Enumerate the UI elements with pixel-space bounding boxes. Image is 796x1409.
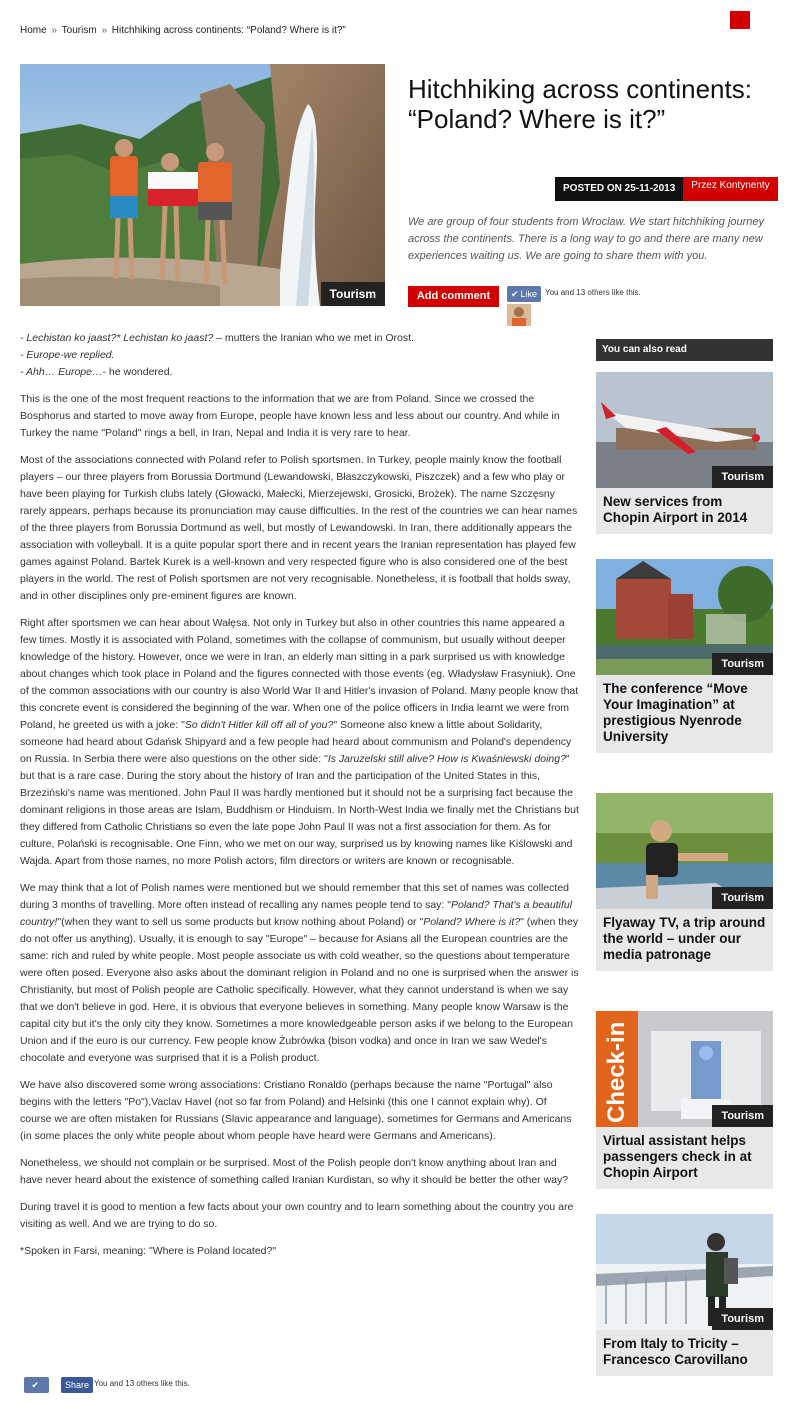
avatar-photo: [507, 304, 531, 326]
article-paragraph: We may think that a lot of Polish names were mentioned but we should remember that this set of names was collected during 3 months of travelling. More often instead of recalling any names people tend to say: "Poland? That's a beautiful country!"(when they want to sell us some products but know nothing about Poland) or "Poland? Where is it?" (when they do not offer us anything). Usually, it is enough to say "Europe" – because for Asians all the European countries are the same: rich and ruled by white people. Most people associate us with cold weather, so the questions about temperature were often posed. Everyone also asks about the dominant religion in Poland and no one is surprised when the answer is Christianity, but most of Polish people are Catholic specifically. However, what they cannot understand is when we say that we don't believe in god. Here, it is obvious that everyone believes in something. Many people know Warsaw is the capital city but it's the only city they know. Sometimes a more knowledgeable person asks if we belong to the European Union and if the euro is our currency. Few people know Żubrówka (bison vodka) and once in Iran we saw Wedel's chocolate and everyone was surprised that it is a Polish product.: [20, 882, 579, 1064]
thumbs-up-icon: ✔: [511, 289, 519, 299]
category-tag[interactable]: Tourism: [712, 1308, 773, 1330]
card-image[interactable]: [596, 559, 773, 675]
page-title: Hitchhiking across continents: “Poland? Where is it?”: [408, 74, 752, 134]
card-title[interactable]: The conference “Move Your Imagination” at prestigious Nyenrode University: [603, 681, 748, 744]
dialog-line: - Ahh… Europe…- he wondered.: [20, 366, 173, 378]
article-paragraph: This is the one of the most frequent reactions to the information that we are from Poland. Since we crossed the Bosphorus and started to move away from Europe, people have known less and less about our country. And while in Turkey the name "Poland" rings a bell, in Iran, Nepal and India it is very rare to hear.: [20, 393, 560, 439]
like-label: Like: [520, 289, 538, 299]
category-tag[interactable]: Tourism: [712, 1105, 773, 1127]
category-tag[interactable]: Tourism: [712, 887, 773, 909]
author-link[interactable]: Przez Kontynenty: [683, 177, 777, 201]
card-image[interactable]: [596, 793, 773, 909]
category-tag[interactable]: Tourism: [712, 653, 773, 675]
dialog-line: - Lechistan ko jaast?* Lechistan ko jaast? – mutters the Iranian who we met in Orost.: [20, 332, 414, 344]
breadcrumb-separator: »: [51, 25, 58, 36]
facebook-like-button[interactable]: [24, 1377, 49, 1406]
article-lead: We are group of four students from Wroclaw. We start hitchhiking journey across the continents. There is a long way to go and there are many new experiences waiting us. We are going to share them with you.: [408, 216, 765, 262]
hero-image: [20, 64, 385, 306]
thumbs-up-icon: ✔: [31, 1380, 40, 1390]
posted-date: POSTED ON 25-11-2013: [555, 177, 683, 201]
related-sidebar: [596, 339, 773, 1367]
card-image[interactable]: [596, 1011, 773, 1127]
likes-count-text: You and 13 others like this.: [545, 288, 641, 297]
card-image[interactable]: [596, 1214, 773, 1330]
article-paragraph: We have also discovered some wrong associations: Cristiano Ronaldo (perhaps because the name "Portugal" also begins with the letters "Po"),Vaclav Havel (not so far from Poland) and Helsinki (this one I cannot explain why). Of course we are often mistaken for Russians (Slavic appearance and language), sometimes for Germans and Americans (in some places the only white people about whom people have heard were Germans and Americans).: [20, 1079, 572, 1142]
related-card[interactable]: [596, 559, 773, 753]
red-square-icon: [730, 11, 750, 29]
dialog-line: - Europe-we replied.: [20, 349, 115, 361]
breadcrumb-tourism[interactable]: Tourism: [61, 25, 97, 36]
sidebar-heading: You can also read: [596, 339, 773, 361]
category-tag[interactable]: Tourism: [321, 282, 385, 306]
likes-count-text: You and 13 others like this.: [94, 1379, 190, 1388]
avatar[interactable]: [507, 304, 531, 326]
related-card[interactable]: [596, 793, 773, 971]
like-label: Like: [28, 1396, 45, 1406]
breadcrumb: [20, 25, 346, 36]
article-body: [20, 330, 580, 1270]
waterfall-photo: [20, 64, 385, 306]
add-comment-button[interactable]: Add comment: [408, 286, 499, 307]
article-paragraph: Right after sportsmen we can hear about Wałęsa. Not only in Turkey but also in other countries this name appeared a few times. Mostly it is associated with Poland, sometimes with the collapse of communism, but usually without deeper knowledge of the history. However, once we were in Iran, an elderly man sitting in a park surprised us with knowledge about changes which took place in Poland and the figures connected with those events (eg. Władysław Frasyniuk). One of the common associations with our country is also World War II and Hitler's invasion of Poland. Many people know that this concrete event is considered the beginning of the war. When one of the police officers in India learnt we were from Poland, he greeted us with a joke: "So didn't Hitler kill off all of you?" Someone also knew a little about Solidarity, someone had heard about Gdańsk Shipyard and a few people had heard about communism and Poland's dependency on Russia. In Serbia there were also questions on the other side: "Is Jaruzelski still alive? How is Kwaśniewski doing?" but that is a rare case. During the story about the history of Iran and the participation of the United States in this, Brzeziński's name was mentioned. John Paul II was hardly mentioned but it should not be a surprising fact because the dominant religions in those areas are Islam, Buddhism or Hinduism. In North-West India we finally met the Christians but they differed from Catholic Christians so even the late pope John Paul II was not a first association for them. As for culture, Polański is recognisable. One Finn, who we met on our way, surprised us by knowing names like Kiślowski and Wajda. Apart from those names, no more Polish actors, film directors or writers are known or recognisable.: [20, 617, 579, 867]
related-card[interactable]: [596, 1214, 773, 1376]
related-card[interactable]: [596, 1011, 773, 1189]
facebook-share-button[interactable]: Share: [61, 1377, 93, 1393]
post-meta: [555, 177, 778, 201]
related-card[interactable]: [596, 372, 773, 534]
article-paragraph: Most of the associations connected with Poland refer to Polish sportsmen. In Turkey, people mainly know the football players – our three players from Borussia Dortmund (Lewandowski, Błaszczykowski, Piszczek) and a few who play or have been playing for Turkish clubs lately (Głowacki, Małecki, Mierzejewski, Grosicki, Brożek). The name Szczęsny rarely appears, perhaps because its pronunciation may cause difficulties. In the rest of the countries we can hear names of the three players from Borussia Dortmund as well, but mostly of Lewandowski. In Iran, there additionally appears the association with volleyball. It is a quite popular sport there and in recent years the Iranian representation has played few games against Poland. Bartek Kurek is a well-known and very respected figure who is also considered one of the best players in the world. The rest of Polish sportsmen are not very recognisable. Nonetheless, it is football that holds sway, and in other disciplines only pre-eminent figures are known.: [20, 454, 578, 602]
check-in-sign: Check-in: [603, 1021, 630, 1123]
article-footnote: *Spoken in Farsi, meaning: "Where is Poland located?": [20, 1245, 277, 1257]
breadcrumb-current: Hitchhiking across continents: “Poland? Where is it?”: [111, 25, 346, 36]
breadcrumb-separator: »: [101, 25, 107, 36]
card-title[interactable]: New services from Chopin Airport in 2014: [603, 494, 748, 525]
facebook-like-button[interactable]: [507, 286, 541, 302]
card-image[interactable]: [596, 372, 773, 488]
card-title[interactable]: Virtual assistant helps passengers check in at Chopin Airport: [603, 1133, 752, 1180]
card-title[interactable]: Flyaway TV, a trip around the world – under our media patronage: [603, 915, 766, 962]
breadcrumb-home[interactable]: Home: [20, 25, 47, 36]
card-title[interactable]: From Italy to Tricity – Francesco Carovillano: [603, 1336, 748, 1367]
article-paragraph: Nonetheless, we should not complain or be surprised. Most of the Polish people don't know anything about Iran and have never heard about the existence of something called Iranian Kurdistan, so why it should be better the other way?: [20, 1157, 569, 1186]
article-paragraph: During travel it is good to mention a few facts about your own country and to learn something about the country you are visiting as well. And we are trying to do so.: [20, 1201, 574, 1230]
category-tag[interactable]: Tourism: [712, 466, 773, 488]
